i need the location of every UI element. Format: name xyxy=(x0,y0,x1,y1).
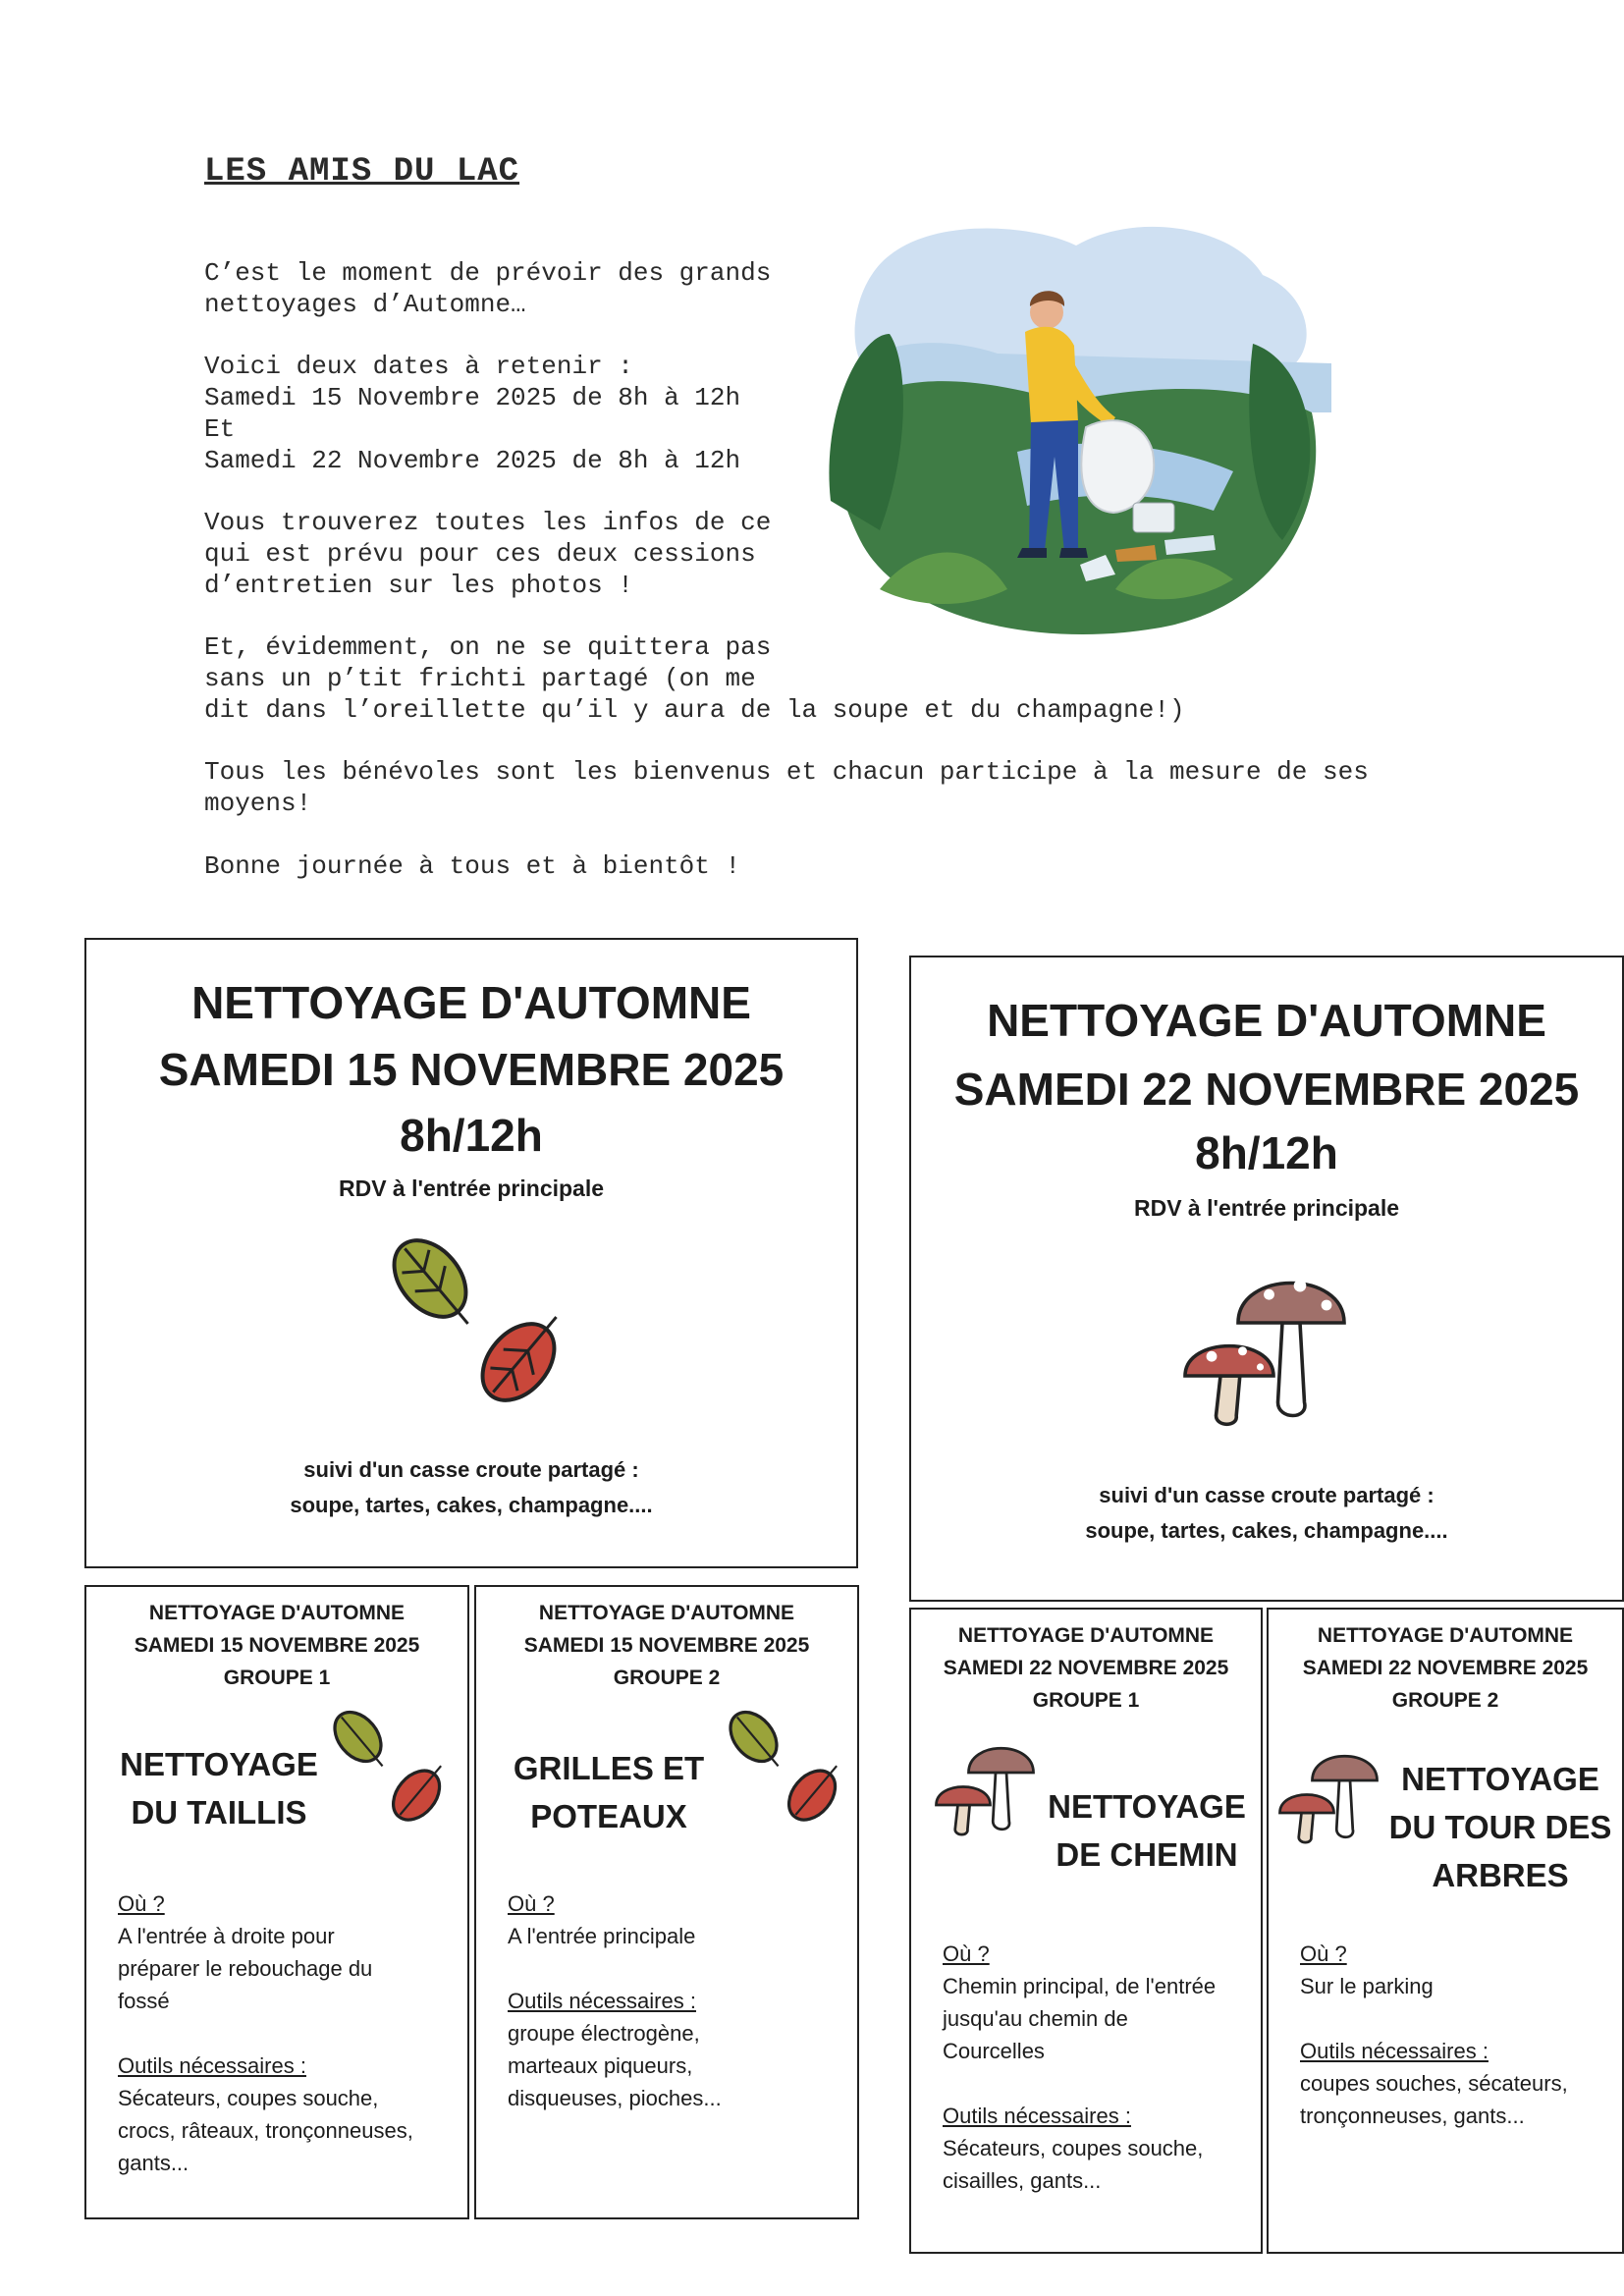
card-task-line1: NETTOYAGE xyxy=(1401,1761,1599,1797)
letter-paragraph-dates: Voici deux dates à retenir : Samedi 15 Novembre 2025 de 8h à 12h Et Samedi 22 Novembre 2025 de 8h à 12h xyxy=(204,352,741,475)
card-task-line2: DU TAILLIS xyxy=(131,1794,307,1831)
tools-label: Outils nécessaires : xyxy=(943,2104,1131,2128)
mushrooms-icon xyxy=(931,1720,1039,1847)
where-text: Chemin principal, de l'entrée xyxy=(943,1974,1217,1998)
card-details xyxy=(118,1887,452,2179)
poster-title-line1: NETTOYAGE D'AUTOMNE xyxy=(987,995,1546,1046)
where-label: Où ? xyxy=(508,1891,555,1916)
card-task-line3: ARBRES xyxy=(1432,1857,1569,1893)
where-text: préparer le rebouchage du xyxy=(118,1956,373,1981)
card-header-line2: SAMEDI 15 NOVEMBRE 2025 xyxy=(134,1634,420,1657)
card-details xyxy=(943,1938,1245,2197)
poster-time: 8h/12h xyxy=(1195,1127,1338,1178)
tools-text: gants... xyxy=(118,2151,189,2175)
card-header-line1: NETTOYAGE D'AUTOMNE xyxy=(1317,1624,1574,1647)
card-task-line1: NETTOYAGE xyxy=(1048,1788,1246,1825)
poster-meal-line1: suivi d'un casse croute partagé : xyxy=(1099,1483,1435,1507)
card-task-line2: DE CHEMIN xyxy=(1056,1836,1238,1873)
mushrooms-icon xyxy=(1176,1242,1353,1439)
tools-text: Sécateurs, coupes souche, xyxy=(943,2136,1204,2160)
card-details xyxy=(1300,1938,1606,2132)
group-card-22-nov-group1 xyxy=(909,1608,1263,2254)
letter-paragraph-info: Vous trouverez toutes les infos de ce qui est prévu pour ces deux cessions d’entretien sur les photos ! xyxy=(204,508,772,600)
letter-paragraph-intro: C’est le moment de prévoir des grands nettoyages d’Automne… xyxy=(204,258,772,319)
card-group-label: GROUPE 1 xyxy=(1032,1689,1140,1712)
tools-text: tronçonneuses, gants... xyxy=(1300,2104,1525,2128)
group-card-22-nov-group2 xyxy=(1267,1608,1624,2254)
autumn-leaves-icon xyxy=(381,1225,577,1421)
card-header-line2: SAMEDI 22 NOVEMBRE 2025 xyxy=(1302,1657,1589,1679)
where-text: A l'entrée principale xyxy=(508,1924,696,1948)
poster-15-november xyxy=(84,938,858,1568)
tools-text: crocs, râteaux, tronçonneuses, xyxy=(118,2118,413,2143)
card-task-line1: NETTOYAGE xyxy=(120,1746,318,1782)
poster-meal-line2: soupe, tartes, cakes, champagne.... xyxy=(290,1493,653,1517)
poster-meal-line1: suivi d'un casse croute partagé : xyxy=(303,1457,639,1482)
tools-text: Sécateurs, coupes souche, xyxy=(118,2086,379,2110)
card-header-line2: SAMEDI 15 NOVEMBRE 2025 xyxy=(523,1634,810,1657)
where-text: Sur le parking xyxy=(1300,1974,1434,1998)
tools-text: coupes souches, sécateurs, xyxy=(1300,2071,1568,2096)
card-header-line1: NETTOYAGE D'AUTOMNE xyxy=(957,1624,1215,1647)
poster-meeting-point: RDV à l'entrée principale xyxy=(338,1175,605,1201)
card-header-line2: SAMEDI 22 NOVEMBRE 2025 xyxy=(943,1657,1229,1679)
tools-text: cisailles, gants... xyxy=(943,2168,1102,2193)
card-header-line1: NETTOYAGE D'AUTOMNE xyxy=(148,1602,406,1624)
mushrooms-icon xyxy=(1274,1727,1382,1855)
poster-time: 8h/12h xyxy=(400,1110,543,1161)
where-text: jusqu'au chemin de xyxy=(943,2006,1128,2031)
group-card-15-nov-group1 xyxy=(84,1585,469,2219)
tools-text: marteaux piqueurs, xyxy=(508,2053,693,2078)
card-details xyxy=(508,1887,841,2114)
card-group-label: GROUPE 1 xyxy=(223,1667,331,1689)
letter-paragraph-volunteers: Tous les bénévoles sont les bienvenus et chacun participe à la mesure de ses moyens! xyxy=(204,757,1369,818)
card-group-label: GROUPE 2 xyxy=(1391,1689,1499,1712)
card-task-line2: DU TOUR DES xyxy=(1388,1809,1612,1845)
card-group-label: GROUPE 2 xyxy=(613,1667,721,1689)
where-text: A l'entrée à droite pour xyxy=(118,1924,335,1948)
autumn-leaves-icon xyxy=(722,1705,849,1832)
tools-label: Outils nécessaires : xyxy=(118,2053,306,2078)
where-text: Courcelles xyxy=(943,2039,1045,2063)
tools-label: Outils nécessaires : xyxy=(508,1989,696,2013)
letter-title: LES AMIS DU LAC xyxy=(204,153,520,191)
where-text: fossé xyxy=(118,1989,170,2013)
card-header-line1: NETTOYAGE D'AUTOMNE xyxy=(538,1602,795,1624)
where-label: Où ? xyxy=(118,1891,165,1916)
poster-meal-line2: soupe, tartes, cakes, champagne.... xyxy=(1085,1518,1448,1543)
poster-title-line2: SAMEDI 15 NOVEMBRE 2025 xyxy=(158,1044,785,1095)
autumn-leaves-icon xyxy=(326,1705,454,1832)
where-label: Où ? xyxy=(1300,1941,1347,1966)
card-task-line1: GRILLES ET xyxy=(513,1750,705,1786)
poster-title-line2: SAMEDI 22 NOVEMBRE 2025 xyxy=(953,1064,1580,1115)
group-card-15-nov-group2 xyxy=(474,1585,859,2219)
letter-paragraph-closing: Bonne journée à tous et à bientôt ! xyxy=(204,851,741,881)
litter-cleanup-illustration xyxy=(821,216,1335,638)
where-label: Où ? xyxy=(943,1941,990,1966)
tools-label: Outils nécessaires : xyxy=(1300,2039,1489,2063)
poster-title-line1: NETTOYAGE D'AUTOMNE xyxy=(191,977,751,1028)
poster-meeting-point: RDV à l'entrée principale xyxy=(1133,1195,1400,1221)
card-task-line2: POTEAUX xyxy=(530,1798,687,1834)
tools-text: groupe électrogène, xyxy=(508,2021,700,2046)
poster-22-november xyxy=(909,956,1624,1602)
tools-text: disqueuses, pioches... xyxy=(508,2086,722,2110)
letter-paragraph-meal: Et, évidemment, on ne se quittera pas sans un p’tit frichti partagé (on me dit dans l’oreillette qu’il y aura de la soupe et du champagne!) xyxy=(204,632,1185,725)
